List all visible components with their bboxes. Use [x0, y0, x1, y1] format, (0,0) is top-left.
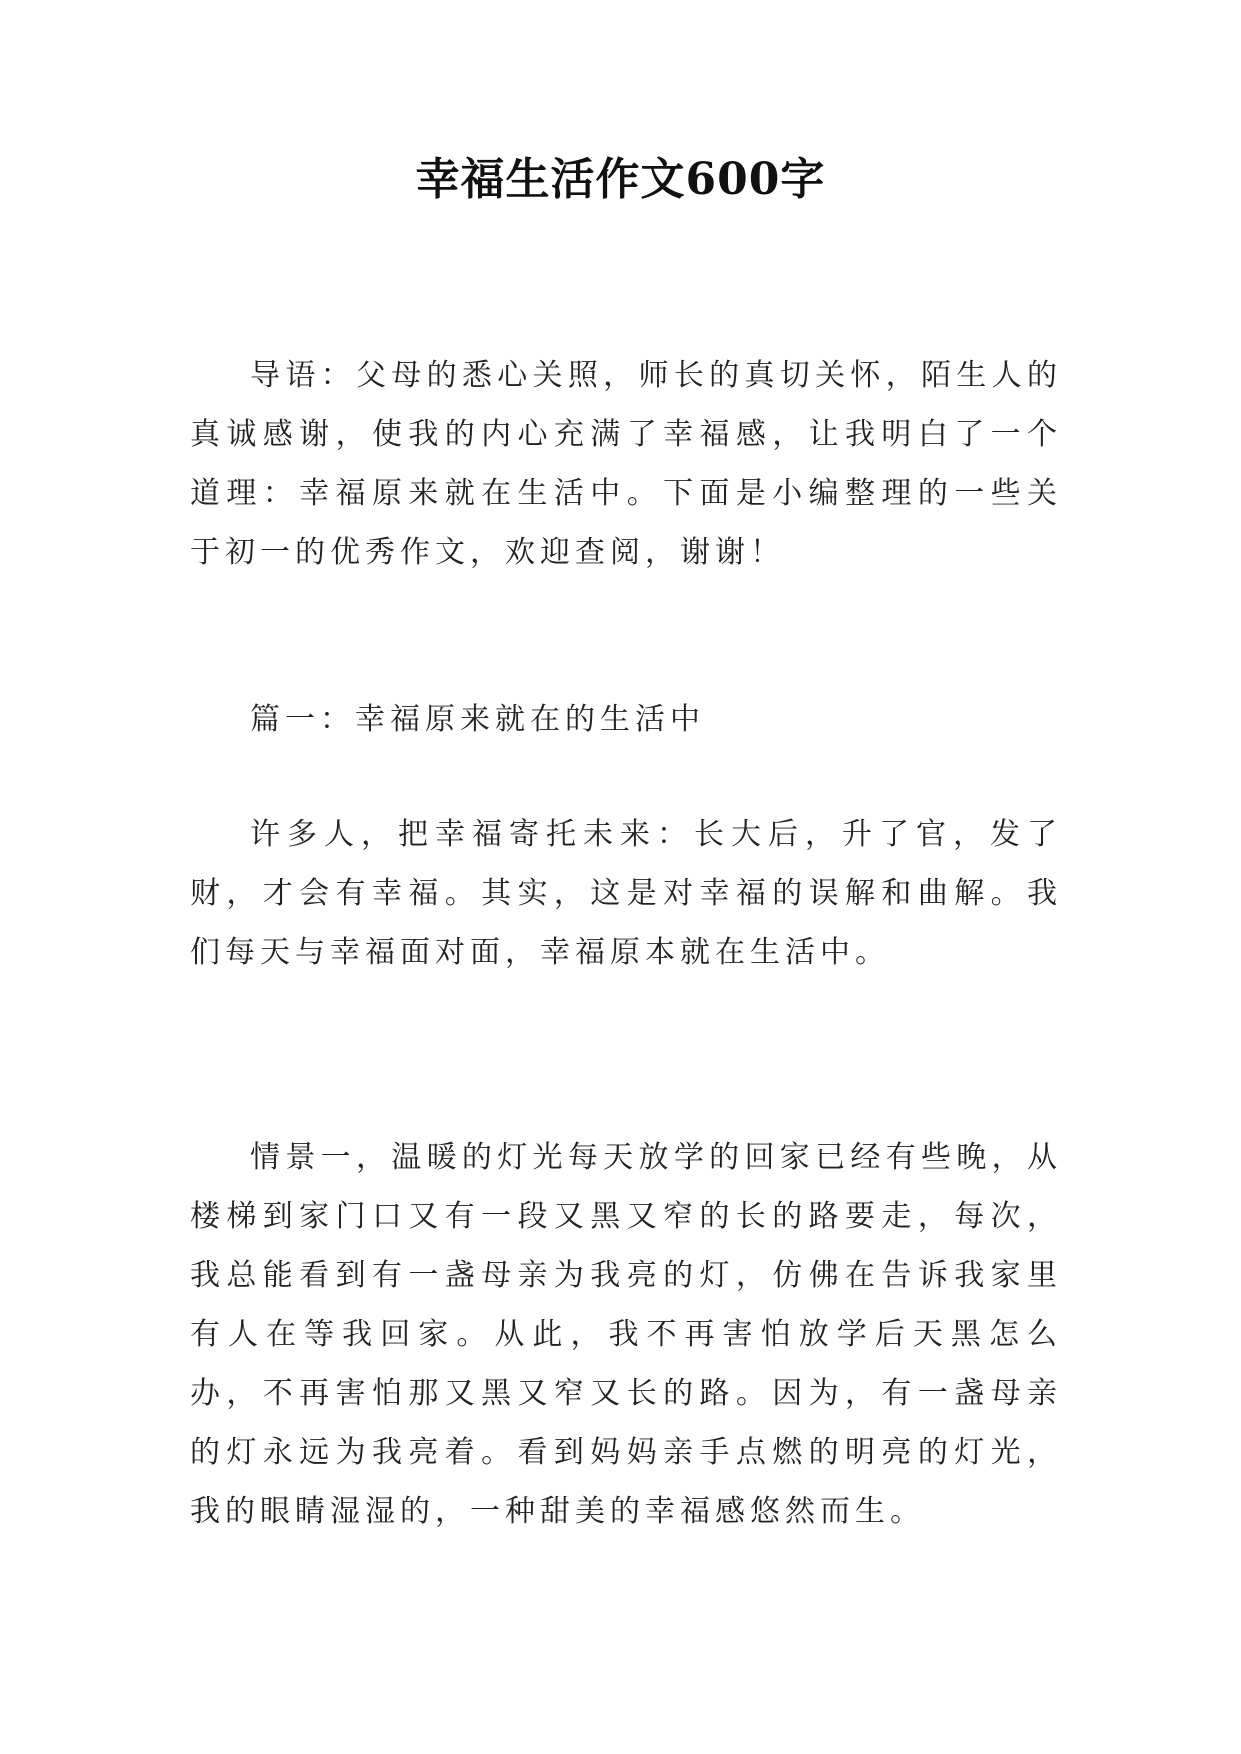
body-paragraph-2: 情景一，温暖的灯光每天放学的回家已经有些晚，从楼梯到家门口又有一段又黑又窄的长的路要走，每次，我总能看到有一盏母亲为我亮的灯，仿佛在告诉我家里有人在等我回家。从此，我不再害怕放学后天黑怎么办，不再害怕那又黑又窄又长的路。因为，有一盏母亲的灯永远为我亮着。看到妈妈亲手点燃的明亮的灯光，我的眼睛湿湿的，一种甜美的幸福感悠然而生。 [190, 1140, 1062, 1529]
body-paragraph-1: 许多人，把幸福寄托未来：长大后，升了官，发了财，才会有幸福。其实，这是对幸福的误解和曲解。我们每天与幸福面对面，幸福原本就在生活中。 [190, 817, 1062, 970]
section-heading: 篇一：幸福原来就在的生活中 [250, 702, 705, 737]
document-title: 幸福生活作文600字 [415, 154, 826, 205]
intro-paragraph: 导语：父母的悉心关照，师长的真切关怀，陌生人的真诚感谢，使我的内心充满了幸福感，让我明白了一个道理：幸福原来就在生活中。下面是小编整理的一些关于初一的优秀作文，欢迎查阅，谢谢！ [190, 358, 1062, 570]
